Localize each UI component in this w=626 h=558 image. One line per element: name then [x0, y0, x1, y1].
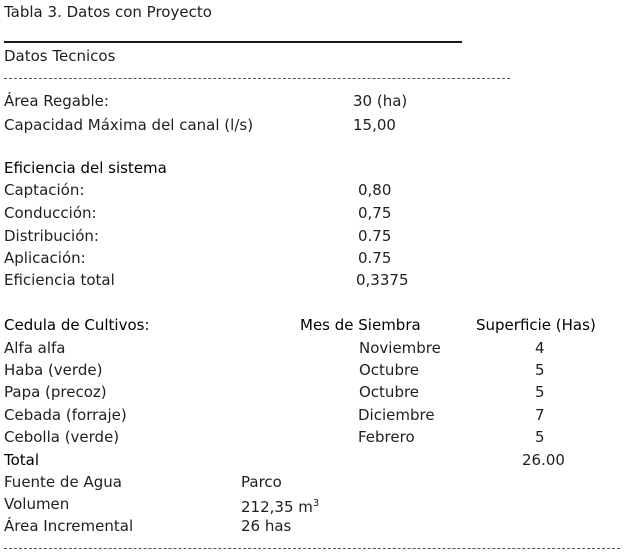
volume-value — [241, 495, 319, 516]
crops-total-value: 26.00 — [522, 451, 565, 469]
water-source-value: Parco — [241, 473, 282, 491]
efficiency-value: 0,80 — [358, 181, 392, 199]
crop-area: 5 — [535, 361, 545, 379]
crop-name: Alfa alfa — [4, 339, 66, 357]
efficiency-label: Aplicación: — [4, 249, 86, 267]
area-value: 30 (ha) — [353, 92, 408, 110]
incremental-area-value: 26 has — [241, 517, 292, 535]
crops-total-label: Total — [4, 451, 40, 469]
crop-area: 5 — [535, 428, 545, 446]
crop-name: Cebolla (verde) — [4, 428, 120, 446]
capacity-label: Capacidad Máxima del canal (l/s) — [4, 116, 254, 134]
crop-month: Diciembre — [358, 406, 435, 424]
bottom-divider — [4, 548, 620, 549]
volume-unit-exponent: 3 — [312, 498, 320, 509]
crop-name: Haba (verde) — [4, 361, 103, 379]
efficiency-total-label: Eficiencia total — [4, 271, 115, 289]
crops-header-month: Mes de Siembra — [300, 316, 421, 334]
crop-area: 7 — [535, 406, 545, 424]
efficiency-label: Conducción: — [4, 204, 97, 222]
crop-month: Octubre — [359, 383, 420, 401]
efficiency-value: 0,75 — [358, 204, 392, 222]
technical-divider — [4, 78, 510, 79]
table-title: Tabla 3. Datos con Proyecto — [4, 3, 212, 21]
efficiency-value: 0.75 — [358, 249, 392, 267]
efficiency-heading: Eficiencia del sistema — [4, 159, 167, 177]
crops-header-area: Superficie (Has) — [476, 316, 596, 334]
volume-number: 212,35 m — [241, 498, 313, 516]
technical-heading: Datos Tecnicos — [4, 47, 116, 65]
volume-label: Volumen — [4, 495, 70, 513]
efficiency-total-value: 0,3375 — [356, 271, 409, 289]
crop-month: Noviembre — [359, 339, 441, 357]
incremental-area-label: Área Incremental — [4, 517, 134, 535]
efficiency-label: Distribución: — [4, 227, 99, 245]
crops-header-crop: Cedula de Cultivos: — [4, 316, 150, 334]
water-source-label: Fuente de Agua — [4, 473, 122, 491]
efficiency-value: 0.75 — [358, 227, 392, 245]
crop-month: Octubre — [359, 361, 420, 379]
area-label: Área Regable: — [4, 92, 109, 110]
capacity-value: 15,00 — [353, 116, 396, 134]
title-underline — [4, 41, 462, 43]
crop-name: Papa (precoz) — [4, 383, 107, 401]
crop-area: 5 — [535, 383, 545, 401]
crop-area: 4 — [535, 339, 545, 357]
crop-month: Febrero — [358, 428, 415, 446]
efficiency-label: Captación: — [4, 181, 85, 199]
crop-name: Cebada (forraje) — [4, 406, 127, 424]
